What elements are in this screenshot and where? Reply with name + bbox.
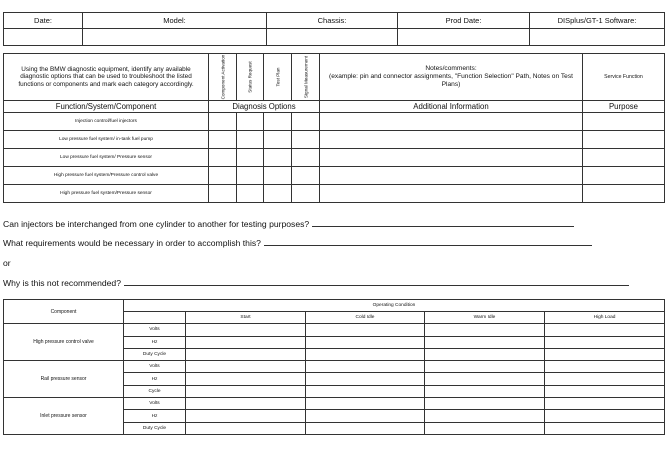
value-cell[interactable] — [545, 398, 665, 410]
row-label: High pressure fuel system/Pressure control valve — [4, 167, 209, 185]
value-cell[interactable] — [425, 336, 545, 348]
check-cell[interactable] — [292, 167, 320, 185]
purpose-cell[interactable] — [583, 131, 665, 149]
component-name: High pressure control valve — [4, 324, 124, 361]
notes-title: Notes/comments: — [425, 65, 477, 72]
value-cell[interactable] — [425, 385, 545, 397]
check-cell[interactable] — [237, 167, 264, 185]
check-cell[interactable] — [292, 113, 320, 131]
value-cell[interactable] — [306, 336, 425, 348]
check-cell[interactable] — [264, 185, 292, 203]
value-cell[interactable] — [545, 373, 665, 385]
table-row — [4, 185, 665, 203]
check-cell[interactable] — [264, 149, 292, 167]
question-not-recommended: Why is this not recommended? — [3, 278, 629, 288]
table-row — [4, 131, 665, 149]
date-field[interactable] — [4, 29, 83, 46]
info-cell[interactable] — [320, 185, 583, 203]
table-row — [4, 149, 665, 167]
check-cell[interactable] — [209, 113, 237, 131]
answer-line[interactable] — [312, 225, 574, 227]
info-cell[interactable] — [320, 167, 583, 185]
operating-condition-header: Operating Condition — [124, 300, 665, 312]
info-cell[interactable] — [320, 149, 583, 167]
row-label: Low pressure fuel system/ in-tank fuel pump — [4, 131, 209, 149]
notes-header — [320, 54, 583, 101]
value-cell[interactable] — [425, 422, 545, 434]
purpose-header: Purpose — [583, 101, 665, 113]
info-cell[interactable] — [320, 131, 583, 149]
notes-example: (example: pin and connector assignments, "Function Selection" Path, Notes on Test Plans) — [329, 73, 573, 88]
value-cell[interactable] — [545, 410, 665, 422]
value-cell[interactable] — [186, 398, 306, 410]
value-cell[interactable] — [545, 385, 665, 397]
value-cell[interactable] — [186, 336, 306, 348]
value-cell[interactable] — [306, 373, 425, 385]
value-cell[interactable] — [425, 348, 545, 360]
vehicle-info-table — [3, 12, 665, 46]
service-function-header: Service Function — [583, 54, 665, 101]
check-cell[interactable] — [209, 185, 237, 203]
condition-warm-idle: Warm Idle — [425, 312, 545, 324]
value-cell[interactable] — [186, 422, 306, 434]
measure-label: Duty Cycle — [124, 348, 186, 360]
measure-label: Volts — [124, 398, 186, 410]
additional-info-header: Additional Information — [320, 101, 583, 113]
check-cell[interactable] — [209, 149, 237, 167]
row-label: High pressure fuel system/Pressure sensor — [4, 185, 209, 203]
or-text: or — [3, 258, 11, 268]
component-name: Inlet pressure sensor — [4, 398, 124, 435]
value-cell[interactable] — [306, 410, 425, 422]
measure-label: Hz — [124, 373, 186, 385]
value-cell[interactable] — [306, 324, 425, 336]
value-cell[interactable] — [545, 324, 665, 336]
software-field[interactable] — [530, 29, 665, 46]
date-label: Date: — [4, 13, 83, 29]
option-status-request: Status Request — [237, 54, 264, 101]
value-cell[interactable] — [186, 410, 306, 422]
chassis-field[interactable] — [267, 29, 398, 46]
value-cell[interactable] — [545, 422, 665, 434]
check-cell[interactable] — [292, 185, 320, 203]
value-cell[interactable] — [425, 361, 545, 373]
value-cell[interactable] — [425, 373, 545, 385]
model-label: Model: — [83, 13, 267, 29]
check-cell[interactable] — [292, 131, 320, 149]
table-row — [4, 361, 665, 373]
model-field[interactable] — [83, 29, 267, 46]
value-cell[interactable] — [545, 336, 665, 348]
row-label: Injection control/fuel injectors — [4, 113, 209, 131]
purpose-cell[interactable] — [583, 149, 665, 167]
option-signal-measurement: Signal Measurement — [292, 54, 320, 101]
component-header: Component — [4, 300, 124, 324]
check-cell[interactable] — [237, 131, 264, 149]
diagnostic-options-table — [3, 53, 665, 203]
value-cell[interactable] — [186, 348, 306, 360]
blank-header — [124, 312, 186, 324]
value-cell[interactable] — [306, 422, 425, 434]
check-cell[interactable] — [292, 149, 320, 167]
answer-line[interactable] — [264, 244, 592, 246]
measure-label: Hz — [124, 336, 186, 348]
prod-date-field[interactable] — [398, 29, 530, 46]
answer-line[interactable] — [124, 284, 629, 286]
measure-label: Volts — [124, 324, 186, 336]
table-row — [4, 398, 665, 410]
value-cell[interactable] — [186, 361, 306, 373]
operating-condition-table — [3, 299, 665, 435]
measure-label: Duty Cycle — [124, 422, 186, 434]
condition-high-load: High Load — [545, 312, 665, 324]
option-test-plan: Test Plan — [264, 54, 292, 101]
value-cell[interactable] — [425, 398, 545, 410]
table-row — [4, 167, 665, 185]
info-cell[interactable] — [320, 113, 583, 131]
function-header: Function/System/Component — [4, 101, 209, 113]
condition-start: Start — [186, 312, 306, 324]
value-cell[interactable] — [186, 324, 306, 336]
purpose-cell[interactable] — [583, 185, 665, 203]
value-cell[interactable] — [306, 398, 425, 410]
condition-cold-idle: Cold Idle — [306, 312, 425, 324]
row-label: Low pressure fuel system/ Pressure sensor — [4, 149, 209, 167]
option-component-activation: Component Activation — [209, 54, 237, 101]
question-requirements: What requirements would be necessary in order to accomplish this? — [3, 238, 592, 248]
diagnosis-options-header: Diagnosis Options — [209, 101, 320, 113]
value-cell[interactable] — [306, 348, 425, 360]
table-row — [4, 113, 665, 131]
value-cell[interactable] — [545, 348, 665, 360]
value-cell[interactable] — [425, 324, 545, 336]
check-cell[interactable] — [237, 185, 264, 203]
table-row — [4, 324, 665, 336]
check-cell[interactable] — [237, 113, 264, 131]
check-cell[interactable] — [209, 167, 237, 185]
value-cell[interactable] — [186, 373, 306, 385]
check-cell[interactable] — [209, 131, 237, 149]
purpose-cell[interactable] — [583, 113, 665, 131]
instructions-text: Using the BMW diagnostic equipment, identify any available diagnostic options that can be used to troubleshoot the listed functions or components and mark each category accordingly. — [4, 54, 209, 101]
measure-label: Hz — [124, 410, 186, 422]
software-label: DISplus/GT-1 Software: — [530, 13, 665, 29]
value-cell[interactable] — [186, 385, 306, 397]
value-cell[interactable] — [425, 410, 545, 422]
measure-label: Volts — [124, 361, 186, 373]
check-cell[interactable] — [264, 167, 292, 185]
check-cell[interactable] — [264, 113, 292, 131]
value-cell[interactable] — [306, 385, 425, 397]
prod-date-label: Prod Date: — [398, 13, 530, 29]
question-injector-interchange: Can injectors be interchanged from one cylinder to another for testing purposes? — [3, 219, 574, 229]
check-cell[interactable] — [237, 149, 264, 167]
component-name: Rail pressure sensor — [4, 361, 124, 398]
purpose-cell[interactable] — [583, 167, 665, 185]
chassis-label: Chassis: — [267, 13, 398, 29]
check-cell[interactable] — [264, 131, 292, 149]
value-cell[interactable] — [545, 361, 665, 373]
measure-label: Cycle — [124, 385, 186, 397]
value-cell[interactable] — [306, 361, 425, 373]
